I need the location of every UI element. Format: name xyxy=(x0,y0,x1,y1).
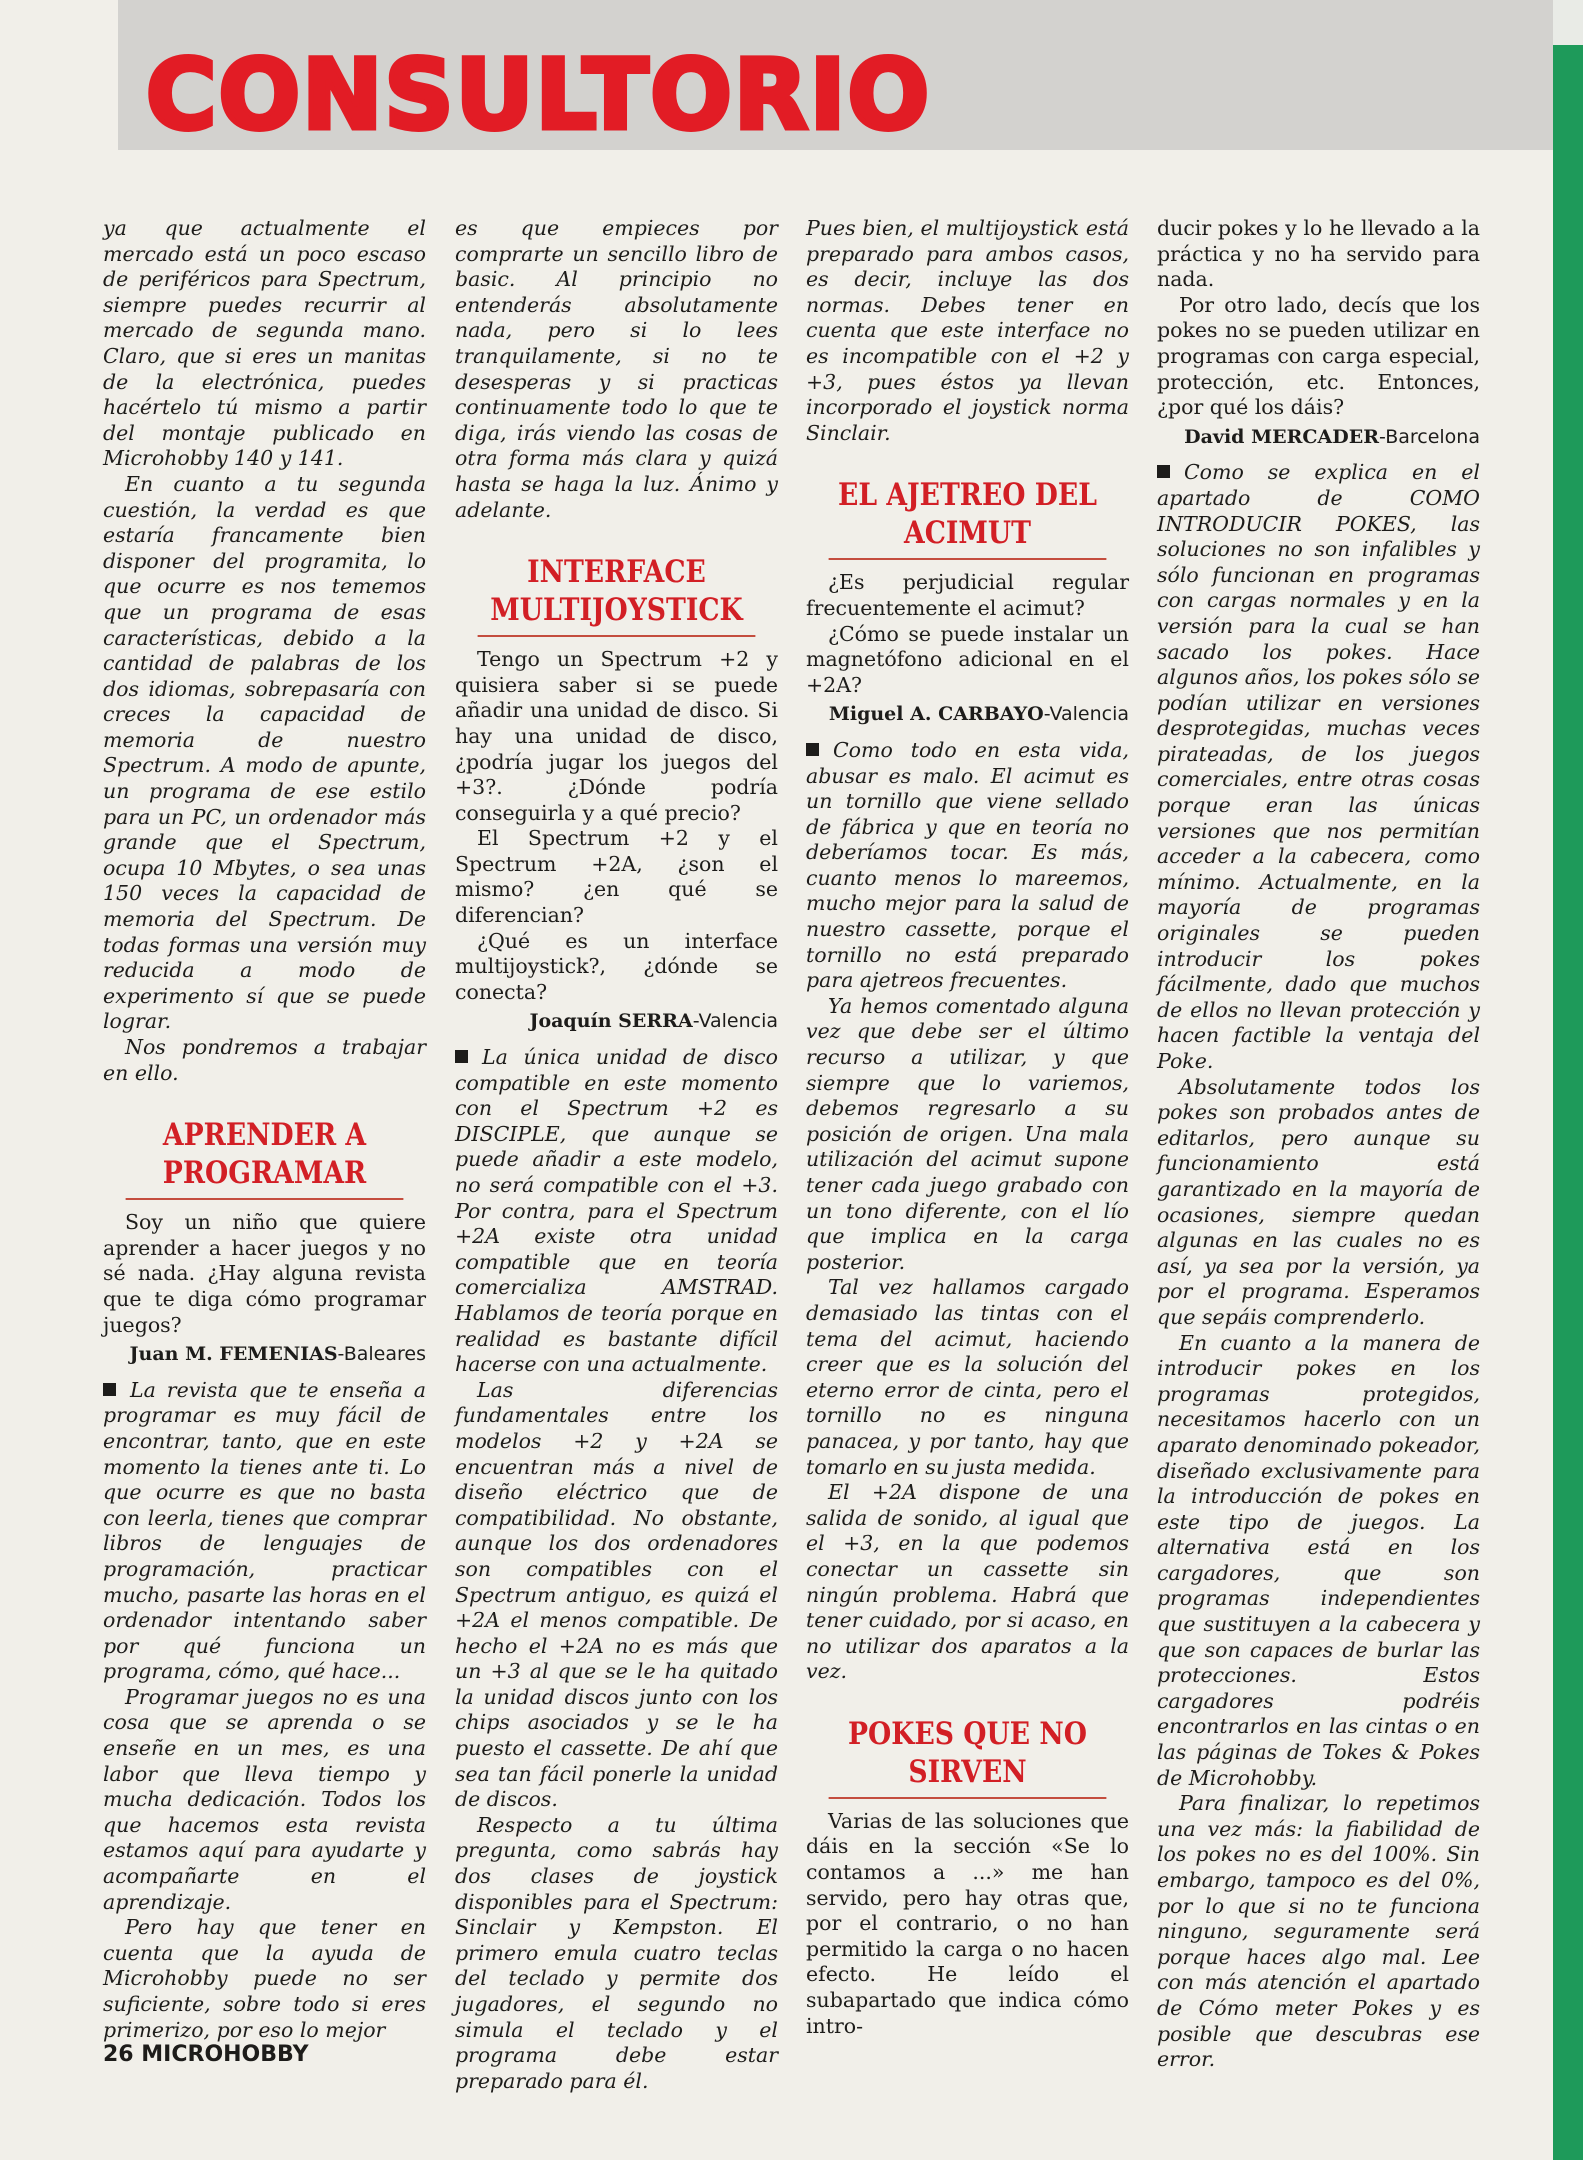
answer-paragraph: Las diferencias fundamentales entre los modelos +2 y +2A se encuentran más a nivel de diseño eléctrico que de compatibilidad. No obstante, aunque los dos ordenadores son compatibles con el Spectrum antiguo, es quizá el +2A el menos compatible. De hecho el +2A no es más que un +3 al que se le ha quitado la unidad discos junto con los chips asociados y se le ha puesto el cassette. De ahí que sea tan fácil ponerle la unidad de discos. xyxy=(455,1377,778,1812)
signature xyxy=(455,1009,778,1035)
green-edge-strip xyxy=(1553,0,1583,2160)
paragraph: es que empieces por comprarte un sencillo libro de basic. Al principio no entenderás absolutamente nada, pero si lo lees tranquilamente, si no te desesperas y si practicas continuamente todo lo que te diga, irás viendo las cosas de otra forma más clara y quizá hasta se haga la luz. Ánimo y adelante. xyxy=(455,216,778,522)
answer-paragraph: Tal vez hallamos cargado demasiado las tintas con el tema del acimut, haciendo creer que es la solución del eterno error de cinta, pero el tornillo no es ninguna panacea, y por tanto, hay que tomarlo en su justa medida. xyxy=(806,1275,1129,1479)
answer-paragraph: Ya hemos comentado alguna vez que debe ser el último recurso a utilizar, y que siempre que lo variemos, debemos regresarlo a su posición de origen. Una mala utilización del acimut supone tener cada juego grabado con un tono diferente, con el lío que implica en la carga posterior. xyxy=(806,993,1129,1274)
answer-paragraph: Pero hay que tener en cuenta que la ayuda de Microhobby puede no ser suficiente, sobre todo si eres primerizo, por eso lo mejor xyxy=(103,1915,426,2042)
answer-paragraph: El +2A dispone de una salida de sonido, al igual que el +3, en la que podemos conectar un cassette sin ningún problema. Habrá que tener cuidado, por si acaso, en no utilizar dos aparatos a la vez. xyxy=(806,1480,1129,1684)
signature xyxy=(103,1342,426,1368)
answer-paragraph: La única unidad de disco compatible en este momento con el Spectrum +2 es DISCIPLE, que aunque se puede añadir a este modelo, no será compatible con el +3. Por contra, para el Spectrum +2A existe otra unidad compatible que en teoría comercializa AMSTRAD. Hablamos de teoría porque en realidad es bastante difícil hacerse con una actualmente. xyxy=(455,1045,778,1377)
signature-place: -Valencia xyxy=(692,1010,778,1033)
section-heading: INTERFACE MULTIJOYSTICK xyxy=(478,553,756,637)
signature-place: -Baleares xyxy=(337,1343,426,1366)
reader-question: Varias de las soluciones que dáis en la sección «Se lo contamos a ...» me han servido, pero hay otras que, por el contrario, o no han permitido la carga o no hacen efecto. He leído el subapartado que indica cómo intro- xyxy=(806,1808,1129,2038)
signature-name: Joaquín SERRA xyxy=(529,1010,693,1033)
paragraph: Pues bien, el multijoystick está preparado para ambos casos, es decir, incluye las dos normas. Debes tener en cuenta que este interface no es incompatible con el +2 y +3, pues éstos ya llevan incorporado el joystick norma Sinclair. xyxy=(806,216,1129,445)
answer-paragraph: La revista que te enseña a programar es muy fácil de encontrar, tanto, que en este momento la tienes ante ti. Lo que ocurre es que no basta con leerla, tienes que comprar libros de lenguajes de programación, practicar mucho, pasarte las horas en el ordenador intentando saber por qué funciona un programa, cómo, qué hace... xyxy=(103,1377,426,1684)
paragraph: Nos pondremos a trabajar en ello. xyxy=(103,1035,426,1085)
answer-paragraph: Como todo en esta vida, abusar es malo. El acimut es un tornillo que viene sellado de fábrica y que en teoría no deberíamos tocar. Es más, cuanto menos lo mareemos, mucho mejor para la salud de nuestro cassette, porque el tornillo no está preparado para ajetreos frecuentes. xyxy=(806,737,1129,993)
section-title: CONSULTORIO xyxy=(146,39,932,151)
column-4 xyxy=(1157,216,1480,2073)
answer-paragraph: Para finalizar, lo repetimos una vez más: la fiabilidad de los pokes no es del 100%. Sin embargo, tampoco es del 0%, por lo que si no te funciona ninguno, seguramente será porque haces algo mal. Lee con más atención el apartado de Cómo meter Pokes y es posible que descubras ese error. xyxy=(1157,1791,1480,2072)
paragraph: En cuanto a tu segunda cuestión, la verdad es que estaría francamente bien disponer del programita, lo que ocurre es nos tememos que un programa de esas características, debido a la cantidad de palabras de los dos idiomas, sobrepasaría con creces la capacidad de memoria de nuestro Spectrum. A modo de apunte, un programa de ese estilo para un PC, un ordenador más grande que el Spectrum, ocupa 10 Mbytes, o sea unas 150 veces la capacidad de memoria del Spectrum. De todas formas una versión muy reducida a modo de experimento sí que se puede lograr. xyxy=(103,471,426,1034)
signature-name: David MERCADER xyxy=(1184,425,1380,448)
bullet-square-icon xyxy=(1157,465,1170,478)
signature-place: -Valencia xyxy=(1043,703,1129,726)
bullet-square-icon xyxy=(806,743,819,756)
reader-question: Soy un niño que quiere aprender a hacer juegos y no sé nada. ¿Hay alguna revista que te diga cómo programar juegos? xyxy=(103,1210,426,1337)
answer-paragraph: Como se explica en el apartado de COMO INTRODUCIR POKES, las soluciones no son infalibles y sólo funcionan en programas con cargas normales y en la versión para la cual se han sacado los pokes. Hace algunos años, los pokes sólo se podían utilizar en versiones desprotegidas, muchas veces pirateadas, de los juegos comerciales, entre otras cosas porque eran las únicas versiones que nos permitían acceder a la cabecera, como mínimo. Actualmente, en la mayoría de programas originales se pueden introducir los pokes fácilmente, dado que muchos de ellos no llevan protección y hacen factible la ventaja del Poke. xyxy=(1157,460,1480,1073)
section-heading: APRENDER A PROGRAMAR xyxy=(126,1116,404,1200)
column-1 xyxy=(103,216,426,2043)
answer-paragraph: Absolutamente todos los pokes son probados antes de editarlos, pero aunque su funcionamiento está garantizado en la mayoría de ocasiones, siempre quedan algunas en las cuales no es así, ya sea por la versión, ya por el programa. Esperamos que sepáis comprenderlo. xyxy=(1157,1074,1480,1329)
reader-question: ¿Cómo se puede instalar un magnetófono adicional en el +2A? xyxy=(806,621,1129,697)
section-heading: EL AJETREO DEL ACIMUT xyxy=(829,476,1107,560)
reader-question: Tengo un Spectrum +2 y quisiera saber si se puede añadir una unidad de disco. Si hay una unidad de disco, ¿podría jugar los juegos del +3?. ¿Dónde podría conseguirla y a qué precio? xyxy=(455,647,778,825)
bullet-square-icon xyxy=(103,1383,116,1396)
reader-question: Por otro lado, decís que los pokes no se pueden utilizar en programas con carga especial, protección, etc. Entonces, ¿por qué los dáis? xyxy=(1157,292,1480,420)
signature-name: Juan M. FEMENIAS xyxy=(129,1343,338,1366)
answer-paragraph: Programar juegos no es una cosa que se aprenda o se enseñe en un mes, es una labor que lleva tiempo y mucha dedicación. Todos los que hacemos esta revista estamos aquí para ayudarte y acompañarte en el aprendizaje. xyxy=(103,1684,426,1914)
page-footer: 26 MICROHOBBY xyxy=(103,2042,309,2067)
answer-paragraph: En cuanto a la manera de introducir pokes en los programas protegidos, necesitamos hacerlo con un aparato denominado pokeador, diseñado exclusivamente para la introducción de pokes en este tipo de juegos. La alternativa está en los cargadores, que son programas independientes que sustituyen a la cabecera y que son capaces de burlar las protecciones. Estos cargadores podréis encontrarlos en las cintas o en las páginas de Tokes & Pokes de Microhobby. xyxy=(1157,1330,1480,1790)
reader-question: El Spectrum +2 y el Spectrum +2A, ¿son el mismo? ¿en qué se diferencian? xyxy=(455,826,778,928)
signature-place: -Barcelona xyxy=(1379,425,1480,448)
reader-question: ¿Es perjudicial regular frecuentemente el acimut? xyxy=(806,570,1129,620)
signature xyxy=(806,702,1129,728)
signature-name: Miguel A. CARBAYO xyxy=(828,703,1044,726)
reader-question: ¿Qué es un interface multijoystick?, ¿dónde se conecta? xyxy=(455,928,778,1004)
paragraph: ya que actualmente el mercado está un poco escaso de periféricos para Spectrum, siempre puedes recurrir al mercado de segunda mano. Claro, que si eres un manitas de la electrónica, puedes hacértelo tú mismo a partir del montaje publicado en Microhobby 140 y 141. xyxy=(103,216,426,471)
section-heading: POKES QUE NO SIRVEN xyxy=(829,1715,1107,1799)
bullet-square-icon xyxy=(455,1050,468,1063)
answer-paragraph: Respecto a tu última pregunta, como sabrás hay dos clases de joystick disponibles para el Spectrum: Sinclair y Kempston. El primero emula cuatro teclas del teclado y permite dos jugadores, el segundo no simula el teclado y el programa debe estar preparado para él. xyxy=(455,1812,778,2093)
signature xyxy=(1157,425,1480,451)
column-3 xyxy=(806,216,1129,2039)
column-2 xyxy=(455,216,778,2094)
reader-question: ducir pokes y lo he llevado a la práctica y no ha servido para nada. xyxy=(1157,216,1480,292)
